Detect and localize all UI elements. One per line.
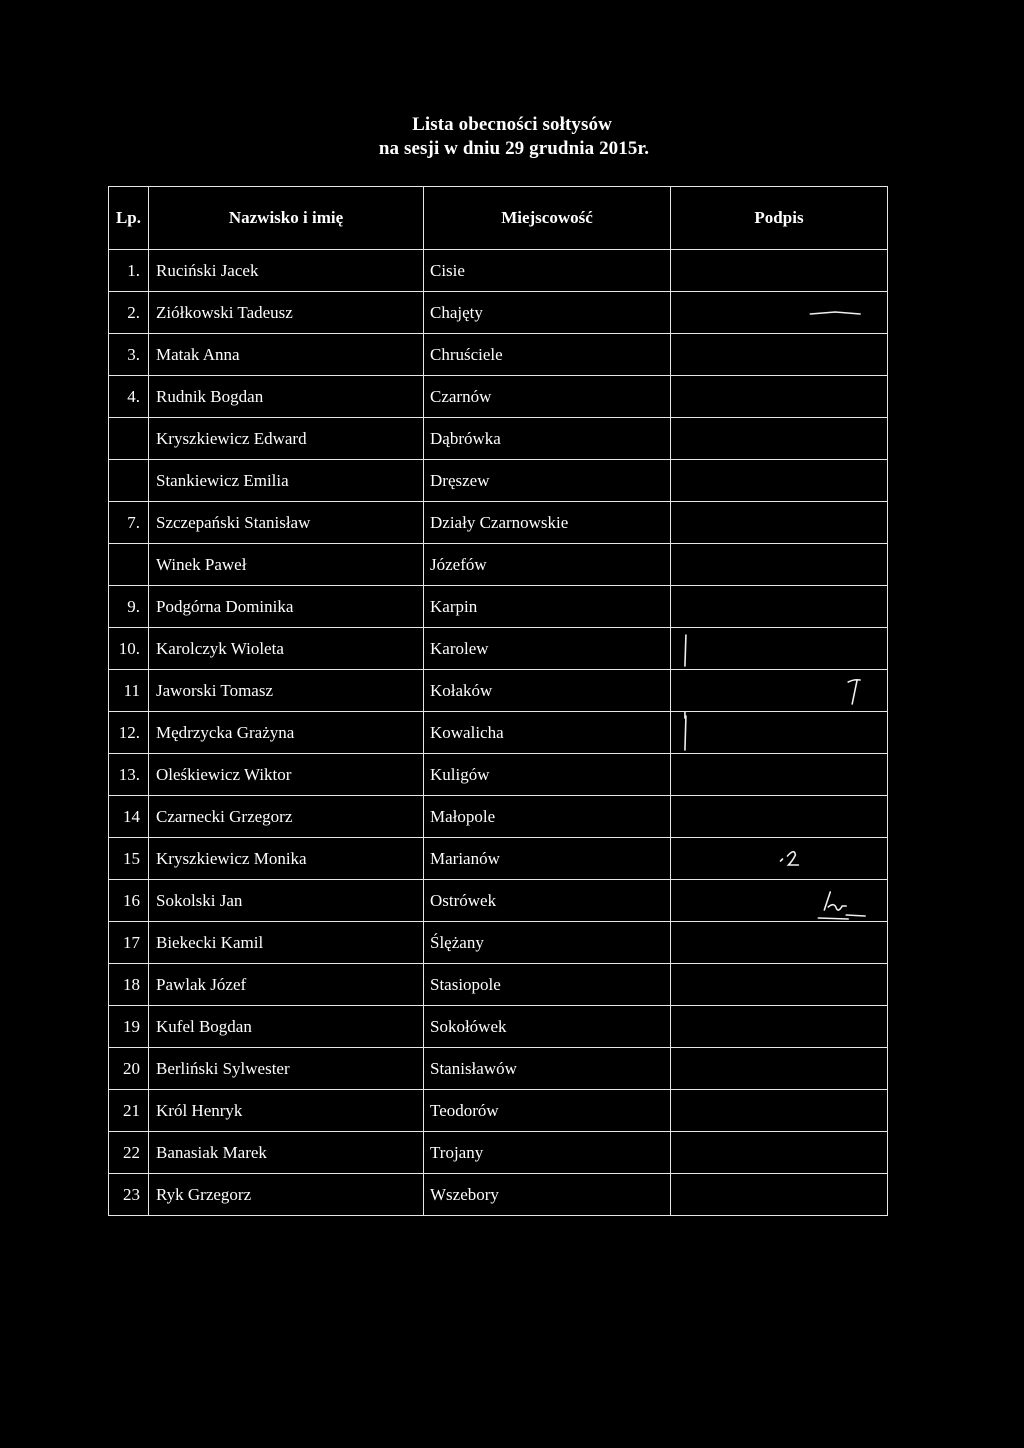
row-number: 12. [109, 712, 149, 754]
row-name: Berliński Sylwester [149, 1048, 424, 1090]
row-name: Kufel Bogdan [149, 1006, 424, 1048]
row-number: 11 [109, 670, 149, 712]
row-number [109, 460, 149, 502]
row-signature [671, 922, 888, 964]
table-row [109, 460, 888, 502]
row-number: 7. [109, 502, 149, 544]
row-place: Stanisławów [424, 1048, 671, 1090]
row-signature [671, 292, 888, 334]
row-signature [671, 586, 888, 628]
row-number: 22 [109, 1132, 149, 1174]
table-row [109, 796, 888, 838]
row-number: 15 [109, 838, 149, 880]
row-signature [671, 1048, 888, 1090]
table-row [109, 922, 888, 964]
table-row [109, 670, 888, 712]
title-line-2: na sesji w dniu 29 grudnia 2015r. [378, 138, 650, 159]
row-name: Jaworski Tomasz [149, 670, 424, 712]
row-name: Szczepański Stanisław [149, 502, 424, 544]
row-name: Mędrzycka Grażyna [149, 712, 424, 754]
row-signature [671, 1174, 888, 1216]
row-name: Sokolski Jan [149, 880, 424, 922]
row-signature [671, 502, 888, 544]
row-name: Winek Paweł [149, 544, 424, 586]
row-place: Karolew [424, 628, 671, 670]
row-number: 10. [109, 628, 149, 670]
row-name: Biekecki Kamil [149, 922, 424, 964]
row-number: 4. [109, 376, 149, 418]
row-signature [671, 712, 888, 754]
row-number: 19 [109, 1006, 149, 1048]
table-header-row [109, 187, 888, 250]
table-row [109, 964, 888, 1006]
row-name: Ruciński Jacek [149, 250, 424, 292]
row-place: Małopole [424, 796, 671, 838]
row-number: 20 [109, 1048, 149, 1090]
row-signature [671, 1090, 888, 1132]
row-number: 23 [109, 1174, 149, 1216]
table-row [109, 880, 888, 922]
row-place: Sokołówek [424, 1006, 671, 1048]
table-body [109, 250, 888, 1216]
row-signature [671, 334, 888, 376]
row-name: Matak Anna [149, 334, 424, 376]
table-row [109, 544, 888, 586]
row-place: Chajęty [424, 292, 671, 334]
row-signature [671, 838, 888, 880]
row-signature [671, 460, 888, 502]
row-number: 14 [109, 796, 149, 838]
row-signature [671, 376, 888, 418]
row-signature [671, 796, 888, 838]
row-place: Stasiopole [424, 964, 671, 1006]
signature-mark [671, 670, 887, 711]
row-name: Rudnik Bogdan [149, 376, 424, 418]
row-place: Ślężany [424, 922, 671, 964]
attendance-table [108, 186, 888, 1216]
row-number: 16 [109, 880, 149, 922]
signature-mark [671, 838, 887, 879]
row-name: Król Henryk [149, 1090, 424, 1132]
header-place: Miejscowość [424, 187, 671, 250]
row-number: 1. [109, 250, 149, 292]
row-name: Ryk Grzegorz [149, 1174, 424, 1216]
row-place: Ostrówek [424, 880, 671, 922]
document-title [0, 113, 1024, 161]
row-signature [671, 670, 888, 712]
row-place: Józefów [424, 544, 671, 586]
table-row [109, 586, 888, 628]
row-number: 2. [109, 292, 149, 334]
row-place: Czarnów [424, 376, 671, 418]
row-place: Kowalicha [424, 712, 671, 754]
row-number: 17 [109, 922, 149, 964]
row-signature [671, 964, 888, 1006]
header-lp: Lp. [109, 187, 149, 250]
row-name: Czarnecki Grzegorz [149, 796, 424, 838]
row-name: Podgórna Dominika [149, 586, 424, 628]
row-signature [671, 250, 888, 292]
row-place: Dąbrówka [424, 418, 671, 460]
row-place: Cisie [424, 250, 671, 292]
row-place: Dręszew [424, 460, 671, 502]
row-name: Karolczyk Wioleta [149, 628, 424, 670]
table-row [109, 1174, 888, 1216]
table-row [109, 1132, 888, 1174]
row-place: Kuligów [424, 754, 671, 796]
row-number [109, 418, 149, 460]
table-row [109, 250, 888, 292]
row-number [109, 544, 149, 586]
row-number: 13. [109, 754, 149, 796]
row-signature [671, 1006, 888, 1048]
table-row [109, 376, 888, 418]
header-signature: Podpis [671, 187, 888, 250]
row-name: Pawlak Józef [149, 964, 424, 1006]
table-row [109, 1090, 888, 1132]
table-row [109, 628, 888, 670]
row-place: Teodorów [424, 1090, 671, 1132]
row-place: Działy Czarnowskie [424, 502, 671, 544]
row-signature [671, 1132, 888, 1174]
table-row [109, 1048, 888, 1090]
row-number: 18 [109, 964, 149, 1006]
row-number: 3. [109, 334, 149, 376]
row-signature [671, 418, 888, 460]
table-row [109, 292, 888, 334]
row-name: Banasiak Marek [149, 1132, 424, 1174]
table-row [109, 334, 888, 376]
signature-mark [671, 628, 887, 669]
header-name: Nazwisko i imię [149, 187, 424, 250]
table-row [109, 1006, 888, 1048]
row-name: Oleśkiewicz Wiktor [149, 754, 424, 796]
row-place: Marianów [424, 838, 671, 880]
row-signature [671, 544, 888, 586]
table-row [109, 418, 888, 460]
signature-mark [671, 292, 887, 333]
row-place: Karpin [424, 586, 671, 628]
row-number: 21 [109, 1090, 149, 1132]
signature-mark [671, 712, 887, 753]
row-name: Kryszkiewicz Edward [149, 418, 424, 460]
table-row [109, 502, 888, 544]
title-line-1: Lista obecności sołtysów [412, 114, 612, 135]
row-name: Stankiewicz Emilia [149, 460, 424, 502]
row-name: Kryszkiewicz Monika [149, 838, 424, 880]
row-number: 9. [109, 586, 149, 628]
row-place: Chruściele [424, 334, 671, 376]
row-name: Ziółkowski Tadeusz [149, 292, 424, 334]
signature-mark [671, 880, 887, 921]
row-place: Kołaków [424, 670, 671, 712]
table-row [109, 712, 888, 754]
row-place: Trojany [424, 1132, 671, 1174]
row-place: Wszebory [424, 1174, 671, 1216]
table-row [109, 838, 888, 880]
row-signature [671, 754, 888, 796]
row-signature [671, 880, 888, 922]
row-signature [671, 628, 888, 670]
table-row [109, 754, 888, 796]
